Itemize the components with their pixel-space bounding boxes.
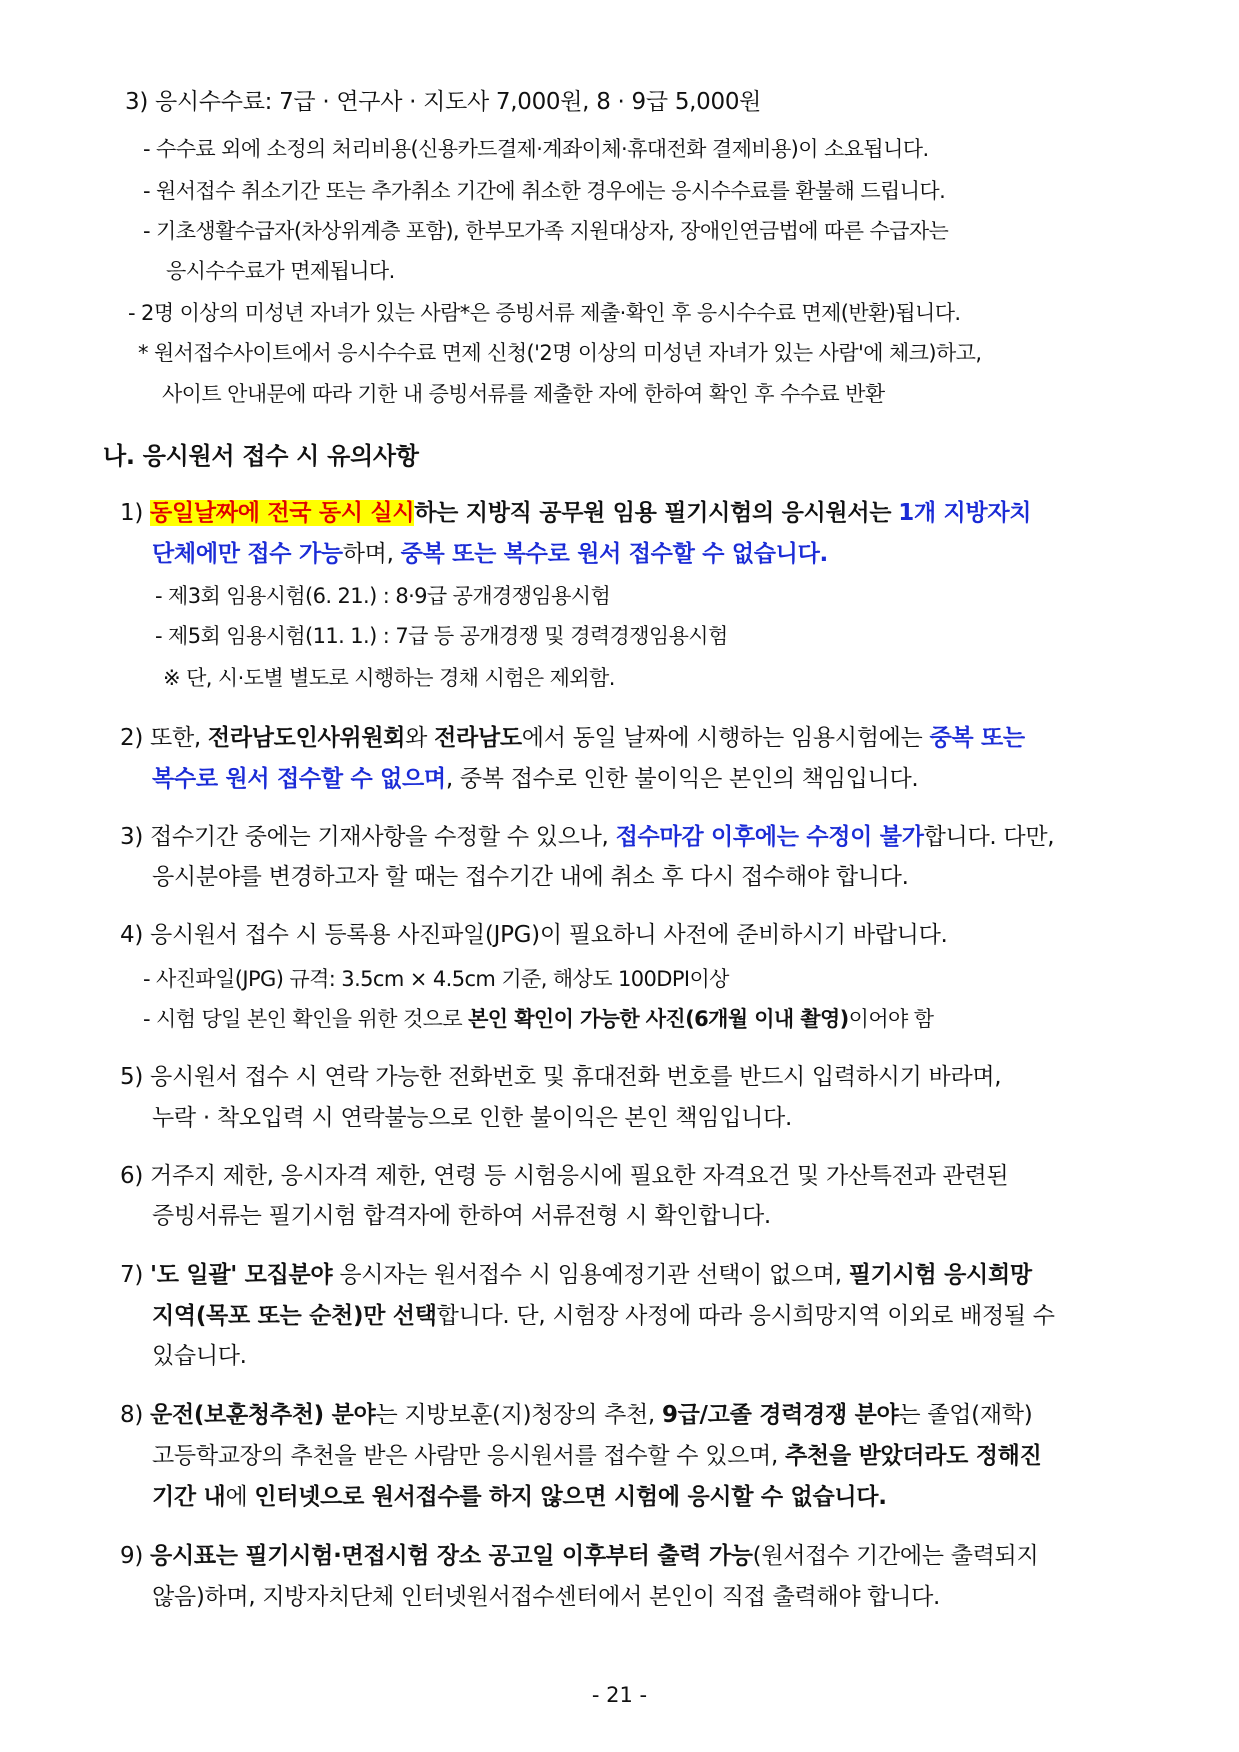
item4-text: 응시원서 접수 시 등록용 사진파일(JPG)이 필요하니 사전에 준비하시기 바랍니다. — [150, 922, 948, 948]
item2-text-1: 또한, — [150, 725, 201, 751]
item7-bold-2: 필기시험 응시희망 — [848, 1262, 1032, 1288]
fee-bullet-4: - 2명 이상의 미성년 자녀가 있는 사람*은 증빙서류 제출·확인 후 응시수수료 면제(반환)됩니다. — [128, 301, 961, 325]
item2-text-2: 와 — [405, 725, 428, 751]
item2-blue-1: 중복 또는 — [929, 725, 1025, 751]
item9-num: 9) — [120, 1543, 144, 1569]
fee-note-a: * 원서접수사이트에서 응시수수료 면제 신청('2명 이상의 미성년 자녀가 있는 사람'에 체크)하고, — [138, 341, 982, 365]
item8-bold-5: 인터넷으로 원서접수를 하지 않으면 시험에 응시할 수 없습니다. — [254, 1484, 887, 1510]
item8-bold-2: 9급/고졸 경력경쟁 분야 — [661, 1402, 899, 1428]
item8-line3 — [152, 1481, 887, 1513]
item1-bold: 하는 지방직 공무원 임용 필기시험의 응시원서는 — [414, 500, 892, 526]
item7-num: 7) — [120, 1262, 144, 1288]
item7-text-2: 합니다. 단, 시험장 사정에 따라 응시희망지역 이외로 배정될 수 — [436, 1303, 1055, 1329]
item9-text-1: (원서접수 기간에는 출력되지 — [752, 1543, 1039, 1569]
item4-line1 — [120, 919, 948, 951]
fee-title: 3) 응시수수료: 7급 · 연구사 · 지도사 7,000원, 8 · 9급 5,000원 — [125, 89, 762, 115]
item1-highlight: 동일날짜에 전국 동시 실시 — [150, 500, 415, 526]
item8-line2 — [152, 1440, 1042, 1472]
item2-text-4: , 중복 접수로 인한 불이익은 본인의 책임입니다. — [445, 766, 919, 792]
fee-bullet-3b: 응시수수료가 면제됩니다. — [166, 259, 395, 283]
item7-line3: 있습니다. — [152, 1343, 247, 1369]
item1-sub-3: ※ 단, 시·도별 별도로 시행하는 경채 시험은 제외함. — [163, 666, 615, 690]
item3-line2: 응시분야를 변경하고자 할 때는 접수기간 내에 취소 후 다시 접수해야 합니다. — [152, 864, 909, 890]
item1-sub-1: - 제3회 임용시험(6. 21.) : 8·9급 공개경쟁임용시험 — [155, 584, 611, 608]
item9-line2: 않음)하며, 지방자치단체 인터넷원서접수센터에서 본인이 직접 출력해야 합니다. — [152, 1584, 941, 1610]
item3-blue: 접수마감 이후에는 수정이 불가 — [615, 824, 924, 850]
item6-line2: 증빙서류는 필기시험 합격자에 한하여 서류전형 시 확인합니다. — [152, 1203, 771, 1229]
item4-sub-2 — [143, 1003, 934, 1035]
item9-line1 — [120, 1540, 1038, 1572]
item7-bold-1: '도 일괄' 모집분야 — [150, 1262, 333, 1288]
item8-text-1: 는 지방보훈(지)청장의 추천, — [375, 1402, 655, 1428]
item7-bold-3: 지역(목포 또는 순천)만 선택 — [152, 1303, 437, 1329]
item4-sub-2b: 본인 확인이 가능한 사진(6개월 이내 촬영) — [468, 1007, 849, 1031]
item8-line1 — [120, 1399, 1032, 1431]
fee-bullet-2: - 원서접수 취소기간 또는 추가취소 기간에 취소한 경우에는 응시수수료를 환불해 드립니다. — [143, 179, 946, 203]
item1-num: 1) — [120, 500, 144, 526]
item8-bold-4: 기간 내 — [152, 1484, 226, 1510]
item1-plain: 하며, — [342, 541, 394, 567]
item3-text-1: 접수기간 중에는 기재사항을 수정할 수 있으나, — [150, 824, 609, 850]
item3-line1 — [120, 821, 1054, 853]
item2-bold-2: 전라남도 — [434, 725, 522, 751]
item4-sub-2a: - 시험 당일 본인 확인을 위한 것으로 — [143, 1007, 463, 1031]
item7-text-1: 응시자는 원서접수 시 임용예정기관 선택이 없으며, — [339, 1262, 842, 1288]
item2-line1 — [120, 722, 1025, 754]
item1-blue-3: 중복 또는 복수로 원서 접수할 수 없습니다. — [400, 541, 828, 567]
section-title: 나. 응시원서 접수 시 유의사항 — [103, 442, 419, 470]
item9-bold: 응시표는 필기시험·면접시험 장소 공고일 이후부터 출력 가능 — [150, 1543, 753, 1569]
item6-num: 6) — [120, 1163, 144, 1189]
fee-bullet-1: - 수수료 외에 소정의 처리비용(신용카드결제·계좌이체·휴대전화 결제비용)이 소요됩니다. — [143, 137, 929, 161]
item1-blue-2: 단체에만 접수 가능 — [152, 541, 343, 567]
item2-num: 2) — [120, 725, 144, 751]
item5-line1 — [120, 1061, 1001, 1093]
fee-bullet-3a: - 기초생활수급자(차상위계층 포함), 한부모가족 지원대상자, 장애인연금법에 따른 수급자는 — [143, 219, 949, 243]
item5-text-1: 응시원서 접수 시 연락 가능한 전화번호 및 휴대전화 번호를 반드시 입력하시기 바라며, — [150, 1064, 1002, 1090]
item3-text-2: 합니다. 다만, — [923, 824, 1055, 850]
item1-line1 — [120, 497, 1031, 529]
item8-bold-1: 운전(보훈청추천) 분야 — [150, 1402, 376, 1428]
item6-text-1: 거주지 제한, 응시자격 제한, 연령 등 시험응시에 필요한 자격요건 및 가산특전과 관련된 — [150, 1163, 1009, 1189]
item8-num: 8) — [120, 1402, 144, 1428]
page-number: - 21 - — [591, 1683, 648, 1707]
item8-text-3: 고등학교장의 추천을 받은 사람만 응시원서를 접수할 수 있으며, — [152, 1443, 778, 1469]
item8-text-4: 에 — [225, 1484, 248, 1510]
item8-text-2: 는 졸업(재학) — [898, 1402, 1033, 1428]
fee-note-b: 사이트 안내문에 따라 기한 내 증빙서류를 제출한 자에 한하여 확인 후 수수료 반환 — [162, 382, 885, 406]
item7-line1 — [120, 1259, 1032, 1291]
item1-line2 — [152, 538, 828, 570]
item4-sub-2c: 이어야 함 — [848, 1007, 934, 1031]
item4-sub-1: - 사진파일(JPG) 규격: 3.5cm × 4.5cm 기준, 해상도 100DPI이상 — [143, 967, 729, 991]
item2-line2 — [152, 763, 918, 795]
item2-bold-1: 전라남도인사위원회 — [207, 725, 406, 751]
item6-line1 — [120, 1160, 1008, 1192]
item4-num: 4) — [120, 922, 144, 948]
item3-num: 3) — [120, 824, 144, 850]
item8-bold-3: 추천을 받았더라도 정해진 — [784, 1443, 1042, 1469]
item5-num: 5) — [120, 1064, 144, 1090]
item2-blue-2: 복수로 원서 접수할 수 없으며 — [152, 766, 446, 792]
item7-line2 — [152, 1300, 1055, 1332]
item1-blue-1: 1개 지방자치 — [898, 500, 1032, 526]
item1-sub-2: - 제5회 임용시험(11. 1.) : 7급 등 공개경쟁 및 경력경쟁임용시험 — [155, 624, 728, 648]
item5-line2: 누락 · 착오입력 시 연락불능으로 인한 불이익은 본인 책임입니다. — [152, 1105, 792, 1131]
item2-text-3: 에서 동일 날짜에 시행하는 임용시험에는 — [521, 725, 923, 751]
